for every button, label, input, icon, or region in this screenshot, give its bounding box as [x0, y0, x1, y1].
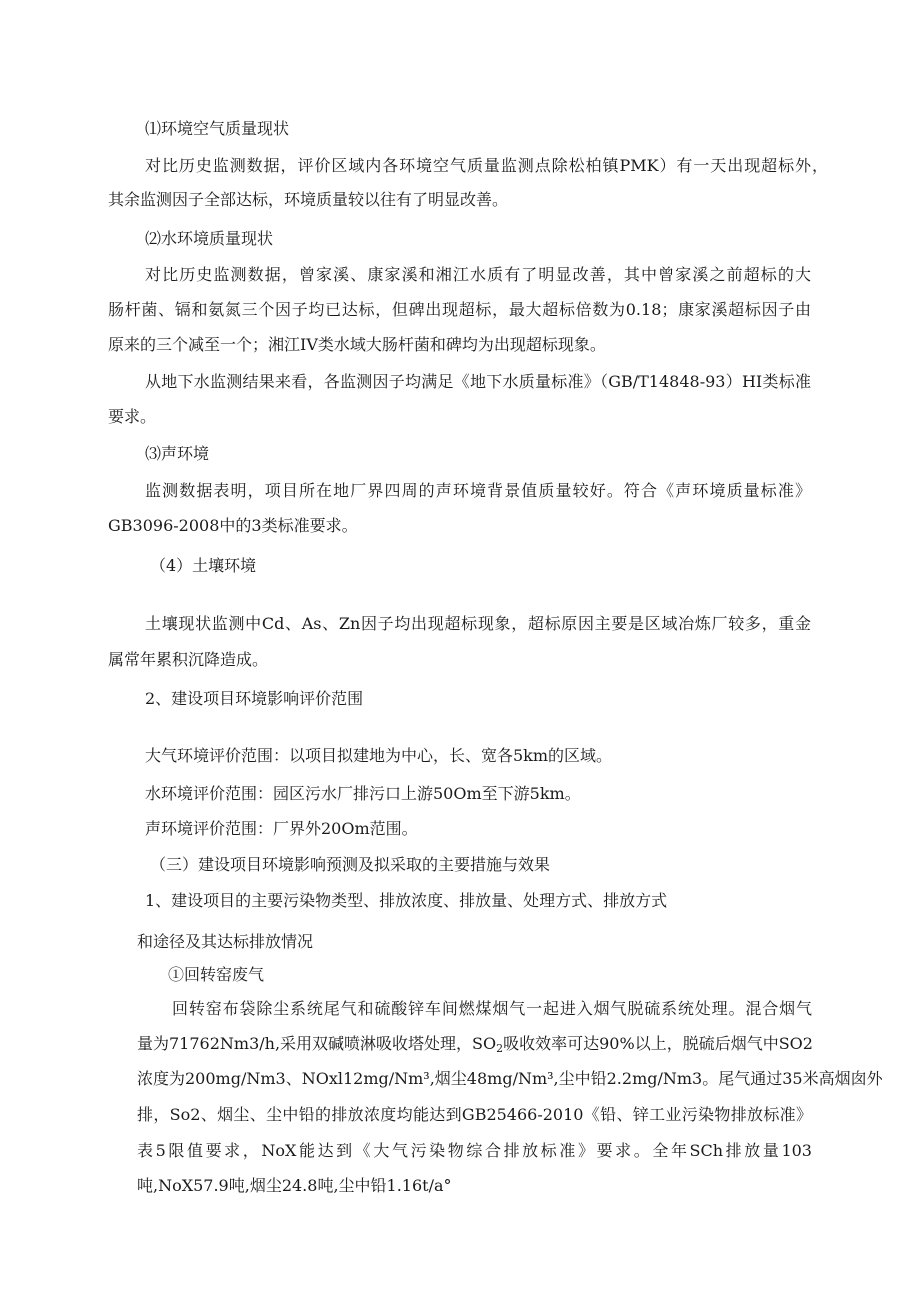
kiln-exhaust-paragraph-line: 吨,NoX57.9吨,烟尘24.8吨,尘中铅1.16t∕a°: [137, 1176, 452, 1195]
groundwater-paragraph-line: 从地下水监测结果来看，各监测因子均满足《地下水质量标准》（GB/T14848-93）HI类标准: [145, 372, 811, 391]
kiln-exhaust-paragraph-line: 表5限值要求，NoX能达到《大气污染物综合排放标准》要求。全年SCh排放量103: [137, 1141, 812, 1160]
section-three-heading: （三）建设项目环境影响预测及拟采取的主要措施与效果: [150, 855, 551, 874]
soil-paragraph-line: 属常年累积沉降造成。: [108, 650, 269, 669]
kiln-exhaust-paragraph-line: 排，So2、烟尘、尘中铅的排放浓度均能达到GB25466-2010《铅、锌工业污染物排放标准》: [137, 1105, 812, 1124]
noise-scope-line: 声环境评价范围：厂界外20Om范围。: [145, 819, 418, 838]
so2-subscript: 2: [496, 1042, 504, 1055]
air-quality-heading: ⑴环境空气质量现状: [145, 119, 290, 138]
water-quality-paragraph-line: 对比历史监测数据，曾家溪、康家溪和湘江水质有了明显改善，其中曾家溪之前超标的大: [145, 265, 811, 284]
noise-paragraph-line: GB3096-2008中的3类标准要求。: [108, 516, 358, 535]
noise-heading: ⑶声环境: [145, 444, 210, 463]
soil-heading: （4）土壤环境: [150, 556, 257, 575]
kiln-line-text: 量为71762Nm3/h,采用双碱喷淋吸收塔处理，SO: [137, 1034, 497, 1053]
kiln-line-text: 吸收效率可达90%以上，脱硫后烟气中SO2: [503, 1034, 813, 1053]
water-scope-line: 水环境评价范围：园区污水厂排污口上游50Om至下游5km。: [145, 784, 581, 803]
item-one-heading-line: 1、建设项目的主要污染物类型、排放浓度、排放量、处理方式、排放方式: [145, 891, 668, 910]
item-one-heading-line: 和途径及其达标排放情况: [137, 932, 314, 951]
air-quality-paragraph-line: 其余监测因子全部达标，环境质量较以往有了明显改善。: [108, 190, 509, 209]
kiln-exhaust-paragraph-line: 浓度为200mg/Nm3、NOxl12mg/Nm³,烟尘48mg/Nm³,尘中铅2.2mg/Nm3。尾气通过35米高烟囱外: [137, 1069, 883, 1088]
water-quality-heading: ⑵水环境质量现状: [145, 229, 274, 248]
air-scope-line: 大气环境评价范围：以项目拟建地为中心，长、宽各5km的区域。: [145, 746, 613, 765]
water-quality-paragraph-line: 肠杆菌、镉和氨氮三个因子均已达标，但碑出现超标，最大超标倍数为0.18；康家溪超标因子由: [108, 300, 811, 319]
air-quality-paragraph-line: 对比历史监测数据，评价区域内各环境空气质量监测点除松柏镇PMK）有一天出现超标外，: [145, 156, 828, 175]
kiln-exhaust-paragraph-line: 回转窑布袋除尘系统尾气和硫酸锌车间燃煤烟气一起进入烟气脱硫系统处理。混合烟气: [172, 999, 812, 1018]
water-quality-paragraph-line: 原来的三个减至一个；湘江IV类水域大肠杆菌和碑均为出现超标现象。: [108, 335, 606, 354]
evaluation-scope-heading: 2、建设项目环境影响评价范围: [145, 689, 364, 708]
kiln-exhaust-heading: ①回转窑废气: [168, 965, 265, 984]
noise-paragraph-line: 监测数据表明，项目所在地厂界四周的声环境背景值质量较好。符合《声环境质量标准》: [145, 481, 811, 500]
kiln-exhaust-paragraph-line: [137, 1034, 813, 1054]
soil-paragraph-line: 土壤现状监测中Cd、As、Zn因子均出现超标现象，超标原因主要是区域冶炼厂较多，重金: [145, 614, 811, 633]
groundwater-paragraph-line: 要求。: [108, 407, 157, 426]
